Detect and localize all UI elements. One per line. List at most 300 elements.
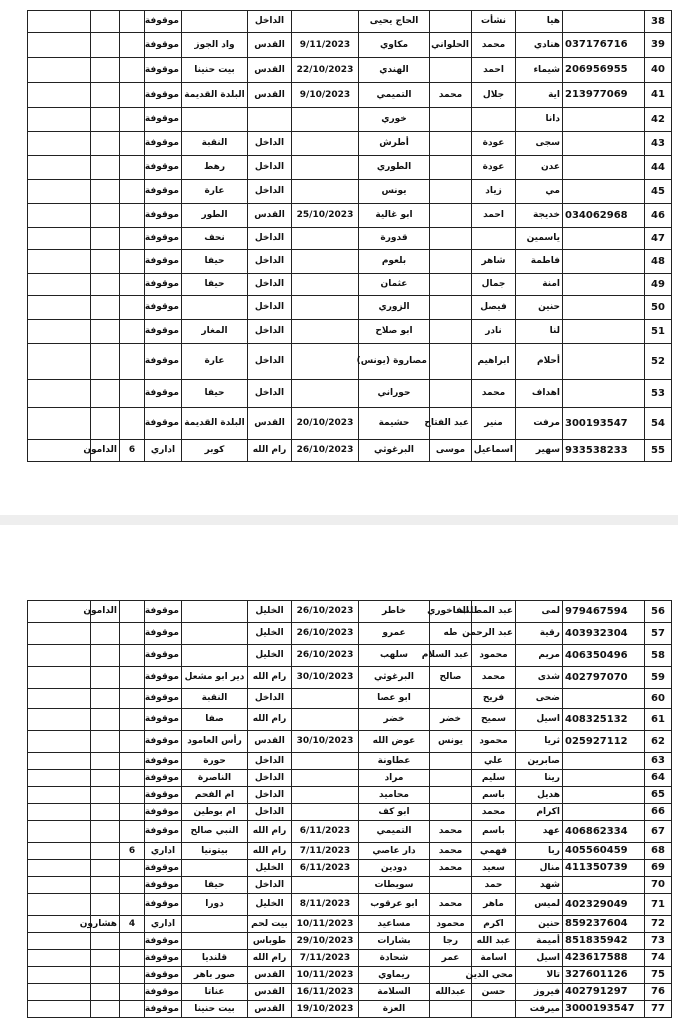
grandfather-name-cell <box>430 108 472 132</box>
table-row <box>28 320 672 344</box>
family-name-cell: دودين <box>359 860 430 877</box>
id-number-cell <box>563 180 645 204</box>
table-row <box>28 916 672 933</box>
arrest-date-cell <box>292 180 359 204</box>
status-cell: موقوفة <box>145 860 182 877</box>
family-name-cell: ابو كف <box>359 804 430 821</box>
id-number-cell: 851835942 <box>563 933 645 950</box>
grandfather-name-cell <box>430 344 472 380</box>
row-number-cell: 38 <box>645 11 672 33</box>
id-number-cell: 402791297 <box>563 984 645 1001</box>
first-name-cell: صابرين <box>516 753 563 770</box>
detention-months-cell <box>120 601 145 623</box>
status-cell: موقوفة <box>145 132 182 156</box>
first-name-cell: تالا <box>516 967 563 984</box>
id-number-cell <box>563 296 645 320</box>
id-number-cell <box>563 274 645 296</box>
arrest-date-cell <box>292 132 359 156</box>
city-cell: البلدة القديمة <box>182 408 248 440</box>
city-cell: عارة <box>182 180 248 204</box>
prison-cell <box>91 380 120 408</box>
city-cell: حيفا <box>182 380 248 408</box>
table-row <box>28 804 672 821</box>
city-cell: ام الفحم <box>182 787 248 804</box>
table-row <box>28 731 672 753</box>
table-row <box>28 967 672 984</box>
id-number-cell <box>563 156 645 180</box>
table-row <box>28 11 672 33</box>
status-cell: موقوفة <box>145 623 182 645</box>
table-row <box>28 274 672 296</box>
detention-months-cell <box>120 408 145 440</box>
status-cell: موقوفة <box>145 1001 182 1018</box>
first-name-cell: ميرفت <box>516 1001 563 1018</box>
father-name-cell: عودة <box>472 156 516 180</box>
grandfather-name-cell <box>430 1001 472 1018</box>
city-cell: نحف <box>182 228 248 250</box>
id-number-cell: 408325132 <box>563 709 645 731</box>
city-cell: حيفا <box>182 274 248 296</box>
row-number-cell: 45 <box>645 180 672 204</box>
father-name-cell: اسامة <box>472 950 516 967</box>
arrest-date-cell: 29/10/2023 <box>292 933 359 950</box>
region-cell: الداخل <box>248 320 292 344</box>
city-cell <box>182 916 248 933</box>
table-row <box>28 894 672 916</box>
father-name-cell: سعيد <box>472 860 516 877</box>
first-name-cell: منال <box>516 860 563 877</box>
city-cell: رأس العامود <box>182 731 248 753</box>
arrest-date-cell: 20/10/2023 <box>292 408 359 440</box>
arrest-date-cell: 26/10/2023 <box>292 645 359 667</box>
prison-cell <box>91 274 120 296</box>
detention-months-cell <box>120 894 145 916</box>
city-cell <box>182 623 248 645</box>
father-name-cell: جلال <box>472 83 516 108</box>
prison-cell <box>91 787 120 804</box>
prison-cell <box>91 108 120 132</box>
blank-cell <box>28 731 91 753</box>
table-row <box>28 380 672 408</box>
grandfather-name-cell: محمد <box>430 843 472 860</box>
row-number-cell: 67 <box>645 821 672 843</box>
family-name-cell: عمرو <box>359 623 430 645</box>
region-cell: الداخل <box>248 228 292 250</box>
city-cell: رهط <box>182 156 248 180</box>
status-cell: موقوفة <box>145 156 182 180</box>
status-cell: موقوفة <box>145 689 182 709</box>
first-name-cell: هديل <box>516 787 563 804</box>
family-name-cell: مساعيد <box>359 916 430 933</box>
detention-months-cell <box>120 877 145 894</box>
family-name-cell: مصاروة (يونس) <box>359 344 430 380</box>
first-name-cell: شيماء <box>516 58 563 83</box>
father-name-cell: محمود <box>472 645 516 667</box>
id-number-cell: 300193547 <box>563 408 645 440</box>
detention-months-cell <box>120 108 145 132</box>
first-name-cell: ربا <box>516 843 563 860</box>
region-cell: الخليل <box>248 645 292 667</box>
id-number-cell <box>563 787 645 804</box>
first-name-cell: اهداف <box>516 380 563 408</box>
father-name-cell: محمد <box>472 804 516 821</box>
arrest-date-cell: 6/11/2023 <box>292 860 359 877</box>
arrest-date-cell <box>292 320 359 344</box>
father-name-cell: نشأت <box>472 11 516 33</box>
table-row <box>28 689 672 709</box>
blank-cell <box>28 408 91 440</box>
first-name-cell: اكرام <box>516 804 563 821</box>
blank-cell <box>28 623 91 645</box>
arrest-date-cell: 16/11/2023 <box>292 984 359 1001</box>
region-cell: الداخل <box>248 274 292 296</box>
arrest-date-cell: 9/10/2023 <box>292 83 359 108</box>
family-name-cell: سويطات <box>359 877 430 894</box>
id-number-cell <box>563 320 645 344</box>
prison-cell <box>91 753 120 770</box>
father-name-cell: محمود <box>472 731 516 753</box>
prison-cell <box>91 204 120 228</box>
prison-cell <box>91 344 120 380</box>
row-number-cell: 58 <box>645 645 672 667</box>
table-row <box>28 204 672 228</box>
status-cell: اداري <box>145 843 182 860</box>
family-name-cell: سلهب <box>359 645 430 667</box>
detention-months-cell <box>120 753 145 770</box>
detention-months-cell <box>120 344 145 380</box>
city-cell: بيتونيا <box>182 843 248 860</box>
row-number-cell: 61 <box>645 709 672 731</box>
row-number-cell: 51 <box>645 320 672 344</box>
family-name-cell: العزة <box>359 1001 430 1018</box>
id-number-cell: 206956955 <box>563 58 645 83</box>
city-cell: عناتا <box>182 984 248 1001</box>
prison-cell <box>91 689 120 709</box>
region-cell: الخليل <box>248 601 292 623</box>
father-name-cell: جمال <box>472 274 516 296</box>
table-row <box>28 753 672 770</box>
city-cell: المغار <box>182 320 248 344</box>
city-cell: كوبر <box>182 440 248 462</box>
blank-cell <box>28 667 91 689</box>
father-name-cell: حسن <box>472 984 516 1001</box>
arrest-date-cell: 8/11/2023 <box>292 894 359 916</box>
family-name-cell: شحادة <box>359 950 430 967</box>
grandfather-name-cell <box>430 753 472 770</box>
id-number-cell <box>563 108 645 132</box>
family-name-cell: التميمي <box>359 821 430 843</box>
family-name-cell: السلامة <box>359 984 430 1001</box>
table-row <box>28 860 672 877</box>
row-number-cell: 64 <box>645 770 672 787</box>
arrest-date-cell <box>292 689 359 709</box>
grandfather-name-cell <box>430 877 472 894</box>
status-cell: موقوفة <box>145 933 182 950</box>
family-name-cell: الزوري <box>359 296 430 320</box>
father-name-cell: ماهر <box>472 894 516 916</box>
city-cell <box>182 860 248 877</box>
region-cell: الداخل <box>248 344 292 380</box>
prison-cell <box>91 860 120 877</box>
id-number-cell: 3000193547 <box>563 1001 645 1018</box>
arrest-date-cell: 19/10/2023 <box>292 1001 359 1018</box>
city-cell: عارة <box>182 344 248 380</box>
family-name-cell: البرغوثي <box>359 667 430 689</box>
arrest-date-cell: 9/11/2023 <box>292 33 359 58</box>
row-number-cell: 72 <box>645 916 672 933</box>
blank-cell <box>28 984 91 1001</box>
first-name-cell: اسيل <box>516 950 563 967</box>
prison-cell <box>91 967 120 984</box>
id-number-cell: 037176716 <box>563 33 645 58</box>
prison-cell <box>91 156 120 180</box>
family-name-cell: قدورة <box>359 228 430 250</box>
prison-cell <box>91 623 120 645</box>
status-cell: موقوفة <box>145 967 182 984</box>
table-row <box>28 770 672 787</box>
region-cell: الداخل <box>248 380 292 408</box>
blank-cell <box>28 950 91 967</box>
status-cell: موقوفة <box>145 667 182 689</box>
id-number-cell: 403932304 <box>563 623 645 645</box>
status-cell: موقوفة <box>145 709 182 731</box>
prisoners-table-bottom <box>27 600 672 1018</box>
blank-cell <box>28 709 91 731</box>
id-number-cell: 406862334 <box>563 821 645 843</box>
first-name-cell: لمى <box>516 601 563 623</box>
grandfather-name-cell: محمد <box>430 860 472 877</box>
first-name-cell: فيروز <box>516 984 563 1001</box>
grandfather-name-cell <box>430 274 472 296</box>
table-row <box>28 250 672 274</box>
document-page-bottom <box>0 570 678 1024</box>
grandfather-name-cell: الحلواني <box>430 33 472 58</box>
family-name-cell: بلعوم <box>359 250 430 274</box>
arrest-date-cell: 26/10/2023 <box>292 623 359 645</box>
region-cell: الداخل <box>248 753 292 770</box>
city-cell: صور باهر <box>182 967 248 984</box>
first-name-cell: عهد <box>516 821 563 843</box>
row-number-cell: 60 <box>645 689 672 709</box>
city-cell: واد الجوز <box>182 33 248 58</box>
blank-cell <box>28 296 91 320</box>
city-cell <box>182 601 248 623</box>
status-cell: موقوفة <box>145 33 182 58</box>
first-name-cell: رينا <box>516 770 563 787</box>
arrest-date-cell <box>292 228 359 250</box>
blank-cell <box>28 967 91 984</box>
status-cell: موقوفة <box>145 770 182 787</box>
id-number-cell <box>563 380 645 408</box>
arrest-date-cell: 6/11/2023 <box>292 821 359 843</box>
region-cell: الداخل <box>248 877 292 894</box>
id-number-cell <box>563 877 645 894</box>
region-cell: القدس <box>248 408 292 440</box>
family-name-cell: مكاوي <box>359 33 430 58</box>
detention-months-cell <box>120 667 145 689</box>
father-name-cell <box>472 228 516 250</box>
father-name-cell: احمد <box>472 58 516 83</box>
blank-cell <box>28 180 91 204</box>
blank-cell <box>28 601 91 623</box>
grandfather-name-cell: يونس <box>430 731 472 753</box>
arrest-date-cell <box>292 11 359 33</box>
family-name-cell: التميمي <box>359 83 430 108</box>
prison-cell <box>91 950 120 967</box>
city-cell: حيفا <box>182 250 248 274</box>
row-number-cell: 59 <box>645 667 672 689</box>
blank-cell <box>28 83 91 108</box>
blank-cell <box>28 58 91 83</box>
father-name-cell: محمد <box>472 380 516 408</box>
blank-cell <box>28 894 91 916</box>
status-cell: موقوفة <box>145 204 182 228</box>
detention-months-cell <box>120 731 145 753</box>
arrest-date-cell <box>292 274 359 296</box>
first-name-cell: شذى <box>516 667 563 689</box>
region-cell: الخليل <box>248 860 292 877</box>
id-number-cell <box>563 804 645 821</box>
grandfather-name-cell <box>430 132 472 156</box>
first-name-cell: رقية <box>516 623 563 645</box>
id-number-cell: 034062968 <box>563 204 645 228</box>
father-name-cell: سليم <box>472 770 516 787</box>
region-cell: الداخل <box>248 132 292 156</box>
family-name-cell: عوض الله <box>359 731 430 753</box>
detention-months-cell <box>120 156 145 180</box>
status-cell: موقوفة <box>145 894 182 916</box>
status-cell: موقوفة <box>145 753 182 770</box>
first-name-cell: عدن <box>516 156 563 180</box>
detention-months-cell <box>120 967 145 984</box>
arrest-date-cell <box>292 344 359 380</box>
father-name-cell: حمد <box>472 877 516 894</box>
blank-cell <box>28 787 91 804</box>
father-name-cell: زياد <box>472 180 516 204</box>
prison-cell <box>91 877 120 894</box>
grandfather-name-cell <box>430 296 472 320</box>
father-name-cell: سميح <box>472 709 516 731</box>
id-number-cell: 402797070 <box>563 667 645 689</box>
table-row <box>28 821 672 843</box>
region-cell: الداخل <box>248 180 292 204</box>
first-name-cell: أحلام <box>516 344 563 380</box>
prison-cell <box>91 731 120 753</box>
blank-cell <box>28 860 91 877</box>
family-name-cell: البرغوثي <box>359 440 430 462</box>
grandfather-name-cell <box>430 380 472 408</box>
prison-cell <box>91 843 120 860</box>
row-number-cell: 53 <box>645 380 672 408</box>
status-cell: موقوفة <box>145 228 182 250</box>
blank-cell <box>28 250 91 274</box>
table-row <box>28 984 672 1001</box>
status-cell: موقوفة <box>145 380 182 408</box>
father-name-cell: محي الدين <box>472 967 516 984</box>
city-cell: حورة <box>182 753 248 770</box>
city-cell: النبي صالح <box>182 821 248 843</box>
blank-cell <box>28 689 91 709</box>
page-divider <box>0 515 678 525</box>
table-row <box>28 1001 672 1018</box>
arrest-date-cell: 30/10/2023 <box>292 731 359 753</box>
table-row <box>28 623 672 645</box>
arrest-date-cell <box>292 250 359 274</box>
region-cell: القدس <box>248 731 292 753</box>
region-cell: القدس <box>248 58 292 83</box>
row-number-cell: 68 <box>645 843 672 860</box>
grandfather-name-cell: عبد الفتاح <box>430 408 472 440</box>
row-number-cell: 65 <box>645 787 672 804</box>
father-name-cell: اسماعيل <box>472 440 516 462</box>
blank-cell <box>28 156 91 180</box>
id-number-cell: 423617588 <box>563 950 645 967</box>
id-number-cell <box>563 753 645 770</box>
table-row <box>28 83 672 108</box>
blank-cell <box>28 877 91 894</box>
region-cell <box>248 108 292 132</box>
prison-cell <box>91 408 120 440</box>
grandfather-name-cell <box>430 250 472 274</box>
family-name-cell: حوراني <box>359 380 430 408</box>
family-name-cell: ابو عرقوب <box>359 894 430 916</box>
blank-cell <box>28 821 91 843</box>
first-name-cell: اية <box>516 83 563 108</box>
blank-cell <box>28 228 91 250</box>
row-number-cell: 39 <box>645 33 672 58</box>
status-cell: اداري <box>145 916 182 933</box>
row-number-cell: 56 <box>645 601 672 623</box>
father-name-cell: نادر <box>472 320 516 344</box>
detention-months-cell: 6 <box>120 440 145 462</box>
id-number-cell: 402329049 <box>563 894 645 916</box>
detention-months-cell <box>120 1001 145 1018</box>
table-row <box>28 933 672 950</box>
detention-months-cell <box>120 33 145 58</box>
father-name-cell: عبد المطلب <box>472 601 516 623</box>
prison-cell: هشارون <box>91 916 120 933</box>
id-number-cell: 933538233 <box>563 440 645 462</box>
family-name-cell: خوري <box>359 108 430 132</box>
table-row <box>28 132 672 156</box>
grandfather-name-cell <box>430 156 472 180</box>
city-cell <box>182 296 248 320</box>
first-name-cell: هنادي <box>516 33 563 58</box>
detention-months-cell <box>120 821 145 843</box>
arrest-date-cell <box>292 156 359 180</box>
detention-months-cell <box>120 11 145 33</box>
first-name-cell: حنين <box>516 916 563 933</box>
region-cell: رام الله <box>248 950 292 967</box>
table-row <box>28 709 672 731</box>
region-cell: الداخل <box>248 689 292 709</box>
status-cell: موقوفة <box>145 83 182 108</box>
prison-cell <box>91 11 120 33</box>
detention-months-cell <box>120 296 145 320</box>
row-number-cell: 54 <box>645 408 672 440</box>
id-number-cell <box>563 344 645 380</box>
blank-cell <box>28 440 91 462</box>
family-name-cell: عثمان <box>359 274 430 296</box>
detention-months-cell <box>120 770 145 787</box>
arrest-date-cell <box>292 753 359 770</box>
table-row <box>28 440 672 462</box>
first-name-cell: مرفت <box>516 408 563 440</box>
status-cell: موقوفة <box>145 344 182 380</box>
family-name-cell: حشيمة <box>359 408 430 440</box>
row-number-cell: 63 <box>645 753 672 770</box>
blank-cell <box>28 344 91 380</box>
